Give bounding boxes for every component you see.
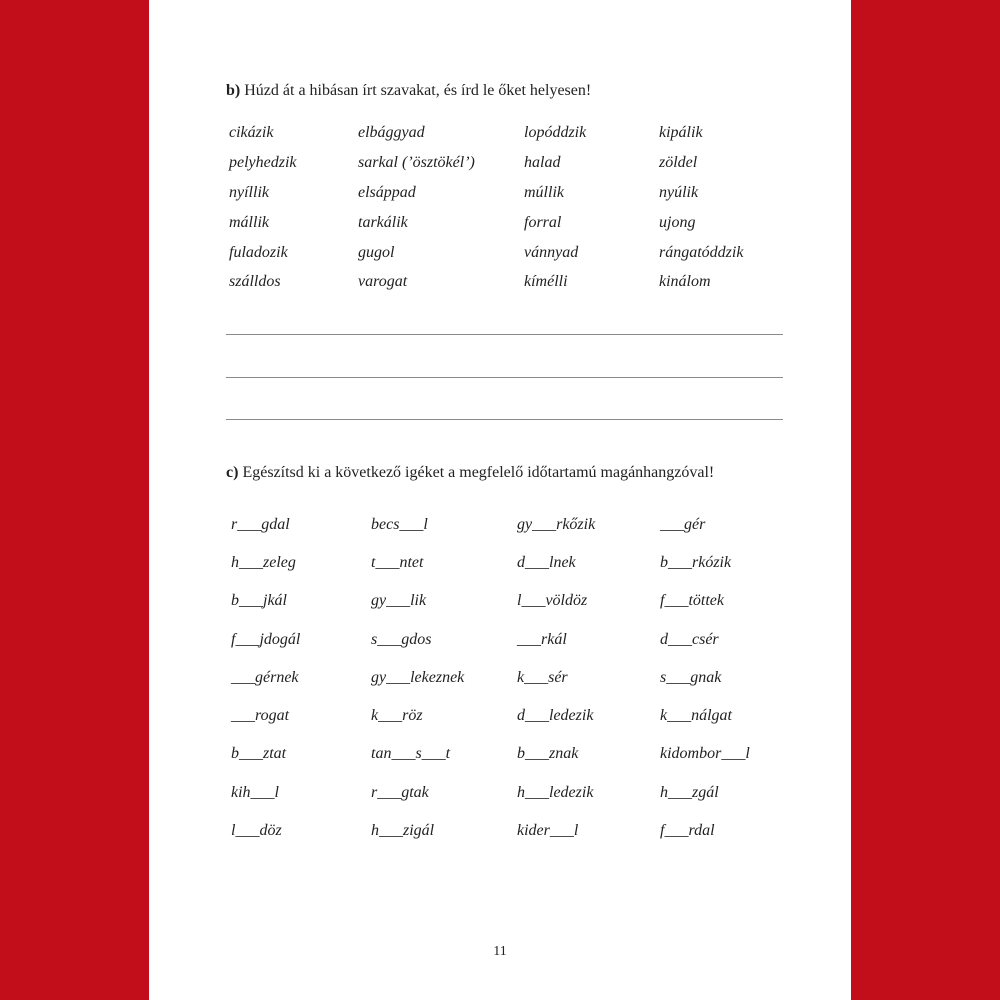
section-b-instruction: Húzd át a hibásan írt szavakat, és írd le őket helyesen! <box>240 82 592 99</box>
fill-in-word[interactable]: d___csér <box>660 631 719 648</box>
word-item[interactable]: kímélli <box>524 273 568 290</box>
fill-in-word[interactable]: ___gérnek <box>231 669 299 686</box>
fill-in-word[interactable]: tan___s___t <box>371 745 451 762</box>
fill-in-word[interactable]: b___rkózik <box>660 554 732 571</box>
word-item[interactable]: vánnyad <box>524 244 579 261</box>
fill-in-word[interactable]: b___znak <box>517 745 579 762</box>
word-item[interactable]: zöldel <box>659 154 698 171</box>
word-item[interactable]: kinálom <box>659 273 711 290</box>
fill-in-word[interactable]: s___gdos <box>371 631 432 648</box>
fill-in-word[interactable]: t___ntet <box>371 554 424 571</box>
word-item[interactable]: rángatóddzik <box>659 244 744 261</box>
fill-in-word[interactable]: ___rogat <box>231 707 290 724</box>
word-item[interactable]: kipálik <box>659 124 703 141</box>
word-item[interactable]: elbággyad <box>358 124 425 141</box>
fill-in-word[interactable]: gy___lik <box>371 592 427 609</box>
fill-in-word[interactable]: ___rkál <box>517 631 567 648</box>
word-item[interactable]: pelyhedzik <box>229 154 297 171</box>
fill-in-word[interactable]: f___rdal <box>660 822 715 839</box>
fill-in-word[interactable]: h___ledezik <box>517 784 594 801</box>
answer-line[interactable] <box>226 334 783 335</box>
fill-in-word[interactable]: kih___l <box>231 784 279 801</box>
section-b-letter: b) <box>226 82 241 99</box>
fill-in-word[interactable]: d___ledezik <box>517 707 594 724</box>
fill-in-word[interactable]: k___sér <box>517 669 568 686</box>
word-item[interactable]: sarkal (’ösztökél’) <box>358 154 475 171</box>
fill-in-word[interactable]: h___zigál <box>371 822 435 839</box>
fill-in-word[interactable]: kider___l <box>517 822 579 839</box>
word-item[interactable]: forral <box>524 214 562 231</box>
fill-in-word[interactable]: r___gtak <box>371 784 429 801</box>
fill-in-word[interactable]: kidombor___l <box>660 745 750 762</box>
fill-in-word[interactable]: gy___rkőzik <box>517 516 596 533</box>
word-item[interactable]: mállik <box>229 214 269 231</box>
fill-in-word[interactable]: k___röz <box>371 707 423 724</box>
fill-in-word[interactable]: s___gnak <box>660 669 722 686</box>
word-item[interactable]: gugol <box>358 244 395 261</box>
section-b-heading <box>226 82 591 100</box>
word-item[interactable]: szálldos <box>229 273 281 290</box>
fill-in-word[interactable]: f___jdogál <box>231 631 301 648</box>
word-item[interactable]: elsáppad <box>358 184 416 201</box>
fill-in-word[interactable]: d___lnek <box>517 554 576 571</box>
fill-in-word[interactable]: gy___lekeznek <box>371 669 465 686</box>
section-c-heading <box>226 464 714 482</box>
section-c-instruction: Egészítsd ki a következő igéket a megfelelő időtartamú magánhangzóval! <box>238 464 715 481</box>
word-item[interactable]: nyúlik <box>659 184 699 201</box>
fill-in-word[interactable]: k___nálgat <box>660 707 732 724</box>
word-item[interactable]: múllik <box>524 184 564 201</box>
word-item[interactable]: nyíllik <box>229 184 269 201</box>
fill-in-word[interactable]: h___zgál <box>660 784 719 801</box>
word-item[interactable]: fuladozik <box>229 244 288 261</box>
word-item[interactable]: lopóddzik <box>524 124 587 141</box>
page-number: 11 <box>493 944 507 959</box>
fill-in-word[interactable]: b___jkál <box>231 592 287 609</box>
workbook-page <box>149 0 851 1000</box>
fill-in-word[interactable]: h___zeleg <box>231 554 296 571</box>
fill-in-word[interactable]: becs___l <box>371 516 428 533</box>
word-item[interactable]: tarkálik <box>358 214 408 231</box>
word-item[interactable]: cikázik <box>229 124 274 141</box>
fill-in-word[interactable]: l___döz <box>231 822 282 839</box>
word-item[interactable]: ujong <box>659 214 696 231</box>
word-item[interactable]: halad <box>524 154 561 171</box>
fill-in-word[interactable]: b___ztat <box>231 745 287 762</box>
section-c-letter: c) <box>226 464 239 481</box>
word-item[interactable]: varogat <box>358 273 408 290</box>
answer-line[interactable] <box>226 377 783 378</box>
fill-in-word[interactable]: l___völdöz <box>517 592 588 609</box>
fill-in-word[interactable]: r___gdal <box>231 516 290 533</box>
fill-in-word[interactable]: ___gér <box>660 516 706 533</box>
answer-line[interactable] <box>226 419 783 420</box>
fill-in-word[interactable]: f___töttek <box>660 592 724 609</box>
